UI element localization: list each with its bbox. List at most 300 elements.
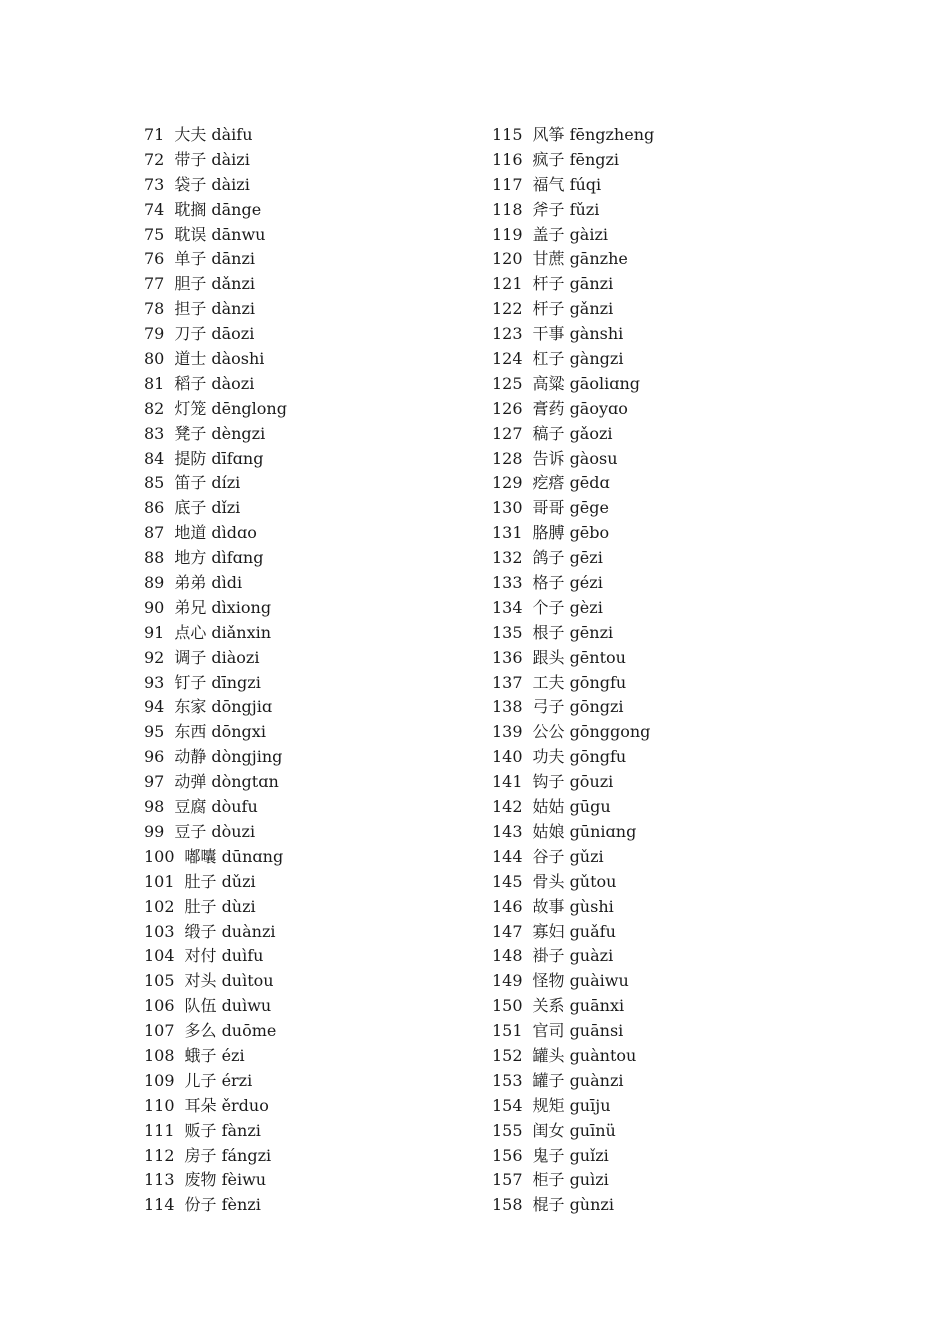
entry-number: 108: [144, 1045, 175, 1065]
entry-word: 稿子: [532, 423, 565, 443]
word-entry: [144, 1094, 287, 1119]
entry-number: 113: [144, 1170, 175, 1190]
word-entry: [144, 347, 287, 372]
entry-number: 150: [492, 996, 523, 1016]
entry-pinyin: dìdi: [211, 573, 243, 593]
word-entry: [144, 621, 287, 646]
left-word-column: [144, 123, 287, 1218]
entry-word: 弟兄: [174, 597, 207, 617]
entry-number: 114: [144, 1195, 175, 1215]
entry-pinyin: dìdɑo: [211, 523, 257, 543]
word-entry: [492, 198, 654, 223]
word-entry: [144, 944, 287, 969]
entry-word: 笛子: [174, 473, 207, 493]
word-entry: [492, 471, 654, 496]
word-entry: [144, 1193, 287, 1218]
entry-number: 116: [492, 149, 523, 169]
entry-word: 点心: [174, 622, 207, 642]
entry-number: 104: [144, 946, 175, 966]
entry-pinyin: dòuzi: [211, 821, 256, 841]
word-entry: [144, 173, 287, 198]
word-entry: [144, 297, 287, 322]
word-entry: [144, 845, 287, 870]
entry-number: 136: [492, 647, 523, 667]
word-entry: [492, 621, 654, 646]
entry-number: 129: [492, 473, 523, 493]
entry-word: 蛾子: [184, 1045, 217, 1065]
entry-pinyin: dǔzi: [221, 871, 256, 891]
entry-pinyin: gézi: [569, 573, 603, 593]
entry-number: 90: [144, 597, 165, 617]
entry-word: 东家: [174, 697, 207, 717]
entry-word: 耳朵: [184, 1095, 217, 1115]
entry-pinyin: dèngzi: [211, 423, 266, 443]
entry-word: 灯笼: [174, 398, 207, 418]
word-entry: [144, 920, 287, 945]
word-entry: [492, 845, 654, 870]
entry-number: 93: [144, 672, 165, 692]
entry-word: 故事: [532, 896, 565, 916]
entry-pinyin: guǐzi: [569, 1145, 609, 1165]
entry-word: 干事: [532, 324, 565, 344]
word-entry: [492, 247, 654, 272]
word-entry: [144, 1044, 287, 1069]
entry-number: 112: [144, 1145, 175, 1165]
entry-word: 个子: [532, 597, 565, 617]
entry-number: 126: [492, 398, 523, 418]
entry-number: 127: [492, 423, 523, 443]
entry-word: 嘟囔: [184, 846, 217, 866]
entry-pinyin: dàifu: [211, 125, 253, 144]
entry-pinyin: gēntou: [569, 647, 626, 667]
entry-pinyin: fēngzi: [569, 149, 620, 169]
entry-pinyin: duìfu: [221, 946, 264, 966]
word-entry: [144, 123, 287, 148]
entry-pinyin: fēngzheng: [569, 125, 655, 144]
entry-number: 121: [492, 274, 523, 294]
word-entry: [492, 695, 654, 720]
entry-pinyin: fènzi: [221, 1195, 261, 1215]
word-entry: [492, 820, 654, 845]
word-entry: [144, 646, 287, 671]
entry-number: 147: [492, 921, 523, 941]
entry-word: 废物: [184, 1170, 217, 1190]
entry-word: 凳子: [174, 423, 207, 443]
word-entry: [144, 770, 287, 795]
entry-word: 鸽子: [532, 548, 565, 568]
entry-word: 对付: [184, 946, 217, 966]
word-entry: [492, 720, 654, 745]
entry-word: 弟弟: [174, 573, 207, 593]
word-entry: [144, 521, 287, 546]
entry-number: 102: [144, 896, 175, 916]
entry-number: 111: [144, 1120, 175, 1140]
entry-number: 132: [492, 548, 523, 568]
entry-number: 110: [144, 1095, 175, 1115]
entry-pinyin: fèiwu: [221, 1170, 267, 1190]
word-entry: [144, 870, 287, 895]
word-entry: [144, 198, 287, 223]
word-entry: [492, 795, 654, 820]
entry-pinyin: gōngfu: [569, 672, 627, 692]
entry-number: 91: [144, 622, 165, 642]
entry-pinyin: ěrduo: [221, 1095, 269, 1115]
entry-number: 74: [144, 199, 165, 219]
entry-pinyin: guānsi: [569, 1021, 624, 1041]
entry-word: 怪物: [532, 971, 565, 991]
entry-word: 房子: [184, 1145, 217, 1165]
entry-word: 道士: [174, 349, 207, 369]
word-entry: [492, 123, 654, 148]
word-entry: [144, 820, 287, 845]
entry-number: 78: [144, 299, 165, 319]
entry-pinyin: fángzi: [221, 1145, 272, 1165]
entry-number: 124: [492, 349, 523, 369]
entry-number: 138: [492, 697, 523, 717]
word-entry: [144, 969, 287, 994]
word-entry: [144, 148, 287, 173]
entry-pinyin: gànshi: [569, 324, 624, 344]
entry-pinyin: dòngtɑn: [211, 772, 279, 792]
entry-word: 调子: [174, 647, 207, 667]
word-entry: [492, 372, 654, 397]
entry-word: 单子: [174, 249, 207, 269]
word-entry: [492, 1019, 654, 1044]
entry-pinyin: fǔzi: [569, 199, 600, 219]
word-entry: [492, 994, 654, 1019]
entry-pinyin: gēzi: [569, 548, 603, 568]
entry-number: 94: [144, 697, 165, 717]
entry-pinyin: gāoyɑo: [569, 398, 628, 418]
entry-number: 75: [144, 224, 165, 244]
entry-number: 98: [144, 797, 165, 817]
entry-word: 儿子: [184, 1070, 217, 1090]
entry-number: 120: [492, 249, 523, 269]
entry-pinyin: dōngxi: [211, 722, 266, 742]
entry-word: 底子: [174, 498, 207, 518]
entry-pinyin: dízi: [211, 473, 241, 493]
entry-pinyin: duìwu: [221, 996, 272, 1016]
entry-number: 149: [492, 971, 523, 991]
entry-pinyin: dōngjiɑ: [211, 697, 273, 717]
entry-number: 148: [492, 946, 523, 966]
entry-number: 80: [144, 349, 165, 369]
entry-word: 地方: [174, 548, 207, 568]
word-entry: [492, 347, 654, 372]
word-entry: [492, 496, 654, 521]
entry-number: 73: [144, 174, 165, 194]
word-entry: [144, 571, 287, 596]
entry-word: 根子: [532, 622, 565, 642]
entry-pinyin: dīngzi: [211, 672, 261, 692]
entry-number: 122: [492, 299, 523, 319]
entry-pinyin: dāozi: [211, 324, 255, 344]
entry-word: 队伍: [184, 996, 217, 1016]
word-entry: [492, 546, 654, 571]
entry-number: 81: [144, 373, 165, 393]
entry-word: 肚子: [184, 896, 217, 916]
entry-number: 83: [144, 423, 165, 443]
entry-number: 140: [492, 747, 523, 767]
entry-word: 膏药: [532, 398, 565, 418]
word-entry: [144, 1019, 287, 1044]
entry-pinyin: dānzi: [211, 249, 256, 269]
right-word-column: [492, 123, 654, 1218]
entry-pinyin: duōme: [221, 1021, 277, 1041]
entry-word: 棍子: [532, 1195, 565, 1215]
word-entry: [492, 272, 654, 297]
entry-pinyin: gǎnzi: [569, 299, 614, 319]
entry-pinyin: gēdɑ: [569, 473, 610, 493]
entry-word: 骨头: [532, 871, 565, 891]
entry-word: 带子: [174, 149, 207, 169]
word-entry: [492, 148, 654, 173]
word-entry: [144, 496, 287, 521]
entry-word: 对头: [184, 971, 217, 991]
entry-pinyin: diǎnxin: [211, 622, 272, 642]
entry-pinyin: gūgu: [569, 797, 611, 817]
entry-word: 甘蔗: [532, 249, 565, 269]
entry-pinyin: gēbo: [569, 523, 610, 543]
entry-pinyin: dēnglong: [211, 398, 287, 418]
entry-pinyin: fànzi: [221, 1120, 261, 1140]
entry-word: 寡妇: [532, 921, 565, 941]
entry-word: 斧子: [532, 199, 565, 219]
entry-number: 103: [144, 921, 175, 941]
entry-number: 87: [144, 523, 165, 543]
entry-word: 缎子: [184, 921, 217, 941]
word-entry: [492, 646, 654, 671]
word-entry: [144, 372, 287, 397]
entry-pinyin: gūniɑng: [569, 821, 637, 841]
entry-number: 82: [144, 398, 165, 418]
word-entry: [492, 895, 654, 920]
word-entry: [144, 447, 287, 472]
entry-pinyin: gōnggong: [569, 722, 651, 742]
word-entry: [144, 247, 287, 272]
entry-number: 125: [492, 373, 523, 393]
entry-pinyin: gēge: [569, 498, 609, 518]
entry-pinyin: gōuzi: [569, 772, 614, 792]
entry-word: 钉子: [174, 672, 207, 692]
entry-number: 154: [492, 1095, 523, 1115]
entry-word: 杠子: [532, 349, 565, 369]
entry-pinyin: dàoshi: [211, 349, 265, 369]
entry-word: 钩子: [532, 772, 565, 792]
word-entry: [492, 870, 654, 895]
word-entry: [492, 1044, 654, 1069]
entry-word: 胳膊: [532, 523, 565, 543]
word-entry: [144, 422, 287, 447]
entry-number: 92: [144, 647, 165, 667]
word-entry: [492, 322, 654, 347]
entry-word: 罐头: [532, 1045, 565, 1065]
entry-word: 工夫: [532, 672, 565, 692]
word-entry: [492, 596, 654, 621]
entry-word: 谷子: [532, 846, 565, 866]
word-entry: [144, 1119, 287, 1144]
word-entry: [492, 1069, 654, 1094]
entry-word: 柜子: [532, 1170, 565, 1190]
entry-number: 144: [492, 846, 523, 866]
entry-pinyin: guǎfu: [569, 921, 616, 941]
entry-word: 贩子: [184, 1120, 217, 1140]
entry-number: 85: [144, 473, 165, 493]
entry-number: 115: [492, 125, 523, 144]
word-entry: [144, 994, 287, 1019]
entry-number: 118: [492, 199, 523, 219]
word-entry: [492, 671, 654, 696]
entry-pinyin: dànzi: [211, 299, 256, 319]
word-entry: [492, 745, 654, 770]
entry-pinyin: gēnzi: [569, 622, 614, 642]
word-entry: [144, 695, 287, 720]
word-entry: [492, 297, 654, 322]
word-entry: [144, 471, 287, 496]
entry-pinyin: dìfɑng: [211, 548, 264, 568]
entry-word: 袋子: [174, 174, 207, 194]
entry-word: 多么: [184, 1021, 217, 1041]
entry-pinyin: dǐzi: [211, 498, 241, 518]
entry-word: 功夫: [532, 747, 565, 767]
entry-word: 公公: [532, 722, 565, 742]
entry-word: 肚子: [184, 871, 217, 891]
word-entry: [492, 1119, 654, 1144]
word-entry: [144, 1144, 287, 1169]
word-entry: [492, 447, 654, 472]
entry-word: 豆子: [174, 821, 207, 841]
entry-pinyin: duìtou: [221, 971, 274, 991]
entry-word: 东西: [174, 722, 207, 742]
entry-pinyin: gǔtou: [569, 871, 617, 891]
entry-word: 褂子: [532, 946, 565, 966]
entry-pinyin: duànzi: [221, 921, 276, 941]
entry-number: 135: [492, 622, 523, 642]
entry-number: 119: [492, 224, 523, 244]
entry-pinyin: guànzi: [569, 1070, 624, 1090]
entry-number: 106: [144, 996, 175, 1016]
word-entry: [492, 944, 654, 969]
word-entry: [492, 1168, 654, 1193]
entry-word: 胆子: [174, 274, 207, 294]
entry-pinyin: dānge: [211, 199, 262, 219]
entry-pinyin: dìxiong: [211, 597, 272, 617]
entry-number: 155: [492, 1120, 523, 1140]
entry-number: 134: [492, 597, 523, 617]
entry-word: 盖子: [532, 224, 565, 244]
entry-pinyin: dīfɑng: [211, 448, 264, 468]
word-entry: [492, 1094, 654, 1119]
word-entry: [492, 571, 654, 596]
entry-number: 143: [492, 821, 523, 841]
entry-word: 姑娘: [532, 821, 565, 841]
entry-word: 提防: [174, 448, 207, 468]
entry-pinyin: guàzi: [569, 946, 614, 966]
entry-number: 157: [492, 1170, 523, 1190]
entry-number: 152: [492, 1045, 523, 1065]
word-entry: [492, 770, 654, 795]
entry-word: 格子: [532, 573, 565, 593]
entry-number: 133: [492, 573, 523, 593]
entry-number: 156: [492, 1145, 523, 1165]
entry-word: 豆腐: [174, 797, 207, 817]
entry-pinyin: dòufu: [211, 797, 258, 817]
entry-pinyin: gèzi: [569, 597, 603, 617]
entry-pinyin: gānzi: [569, 274, 614, 294]
entry-word: 姑姑: [532, 797, 565, 817]
entry-number: 79: [144, 324, 165, 344]
entry-word: 份子: [184, 1195, 217, 1215]
entry-pinyin: dòngjing: [211, 747, 283, 767]
entry-pinyin: ézi: [221, 1045, 245, 1065]
entry-number: 105: [144, 971, 175, 991]
entry-word: 担子: [174, 299, 207, 319]
entry-number: 131: [492, 523, 523, 543]
entry-word: 疙瘩: [532, 473, 565, 493]
entry-pinyin: guàiwu: [569, 971, 629, 991]
entry-pinyin: fúqi: [569, 174, 602, 194]
entry-pinyin: dàozi: [211, 373, 255, 393]
entry-word: 风筝: [532, 125, 565, 144]
entry-word: 闺女: [532, 1120, 565, 1140]
entry-word: 罐子: [532, 1070, 565, 1090]
entry-pinyin: gōngfu: [569, 747, 627, 767]
word-entry: [492, 1193, 654, 1218]
entry-number: 123: [492, 324, 523, 344]
entry-word: 杆子: [532, 299, 565, 319]
word-entry: [144, 397, 287, 422]
word-entry: [144, 322, 287, 347]
word-entry: [144, 1168, 287, 1193]
entry-number: 153: [492, 1070, 523, 1090]
entry-pinyin: diàozi: [211, 647, 260, 667]
entry-word: 福气: [532, 174, 565, 194]
entry-number: 72: [144, 149, 165, 169]
entry-number: 71: [144, 125, 165, 144]
entry-number: 107: [144, 1021, 175, 1041]
entry-pinyin: gùshi: [569, 896, 614, 916]
word-entry: [144, 895, 287, 920]
entry-number: 95: [144, 722, 165, 742]
word-entry: [492, 521, 654, 546]
entry-pinyin: érzi: [221, 1070, 253, 1090]
entry-pinyin: dàizi: [211, 149, 250, 169]
entry-number: 109: [144, 1070, 175, 1090]
entry-number: 86: [144, 498, 165, 518]
word-entry: [144, 671, 287, 696]
entry-word: 动弹: [174, 772, 207, 792]
entry-pinyin: gàosu: [569, 448, 618, 468]
entry-pinyin: dùzi: [221, 896, 256, 916]
entry-pinyin: gàizi: [569, 224, 609, 244]
entry-word: 规矩: [532, 1095, 565, 1115]
entry-number: 158: [492, 1195, 523, 1215]
word-entry: [144, 745, 287, 770]
entry-pinyin: gàngzi: [569, 349, 624, 369]
entry-pinyin: gùnzi: [569, 1195, 614, 1215]
entry-number: 146: [492, 896, 523, 916]
entry-word: 高粱: [532, 373, 565, 393]
entry-number: 142: [492, 797, 523, 817]
entry-number: 100: [144, 846, 175, 866]
entry-number: 130: [492, 498, 523, 518]
entry-number: 151: [492, 1021, 523, 1041]
word-entry: [492, 422, 654, 447]
entry-word: 动静: [174, 747, 207, 767]
entry-number: 89: [144, 573, 165, 593]
word-entry: [492, 223, 654, 248]
entry-number: 99: [144, 821, 165, 841]
